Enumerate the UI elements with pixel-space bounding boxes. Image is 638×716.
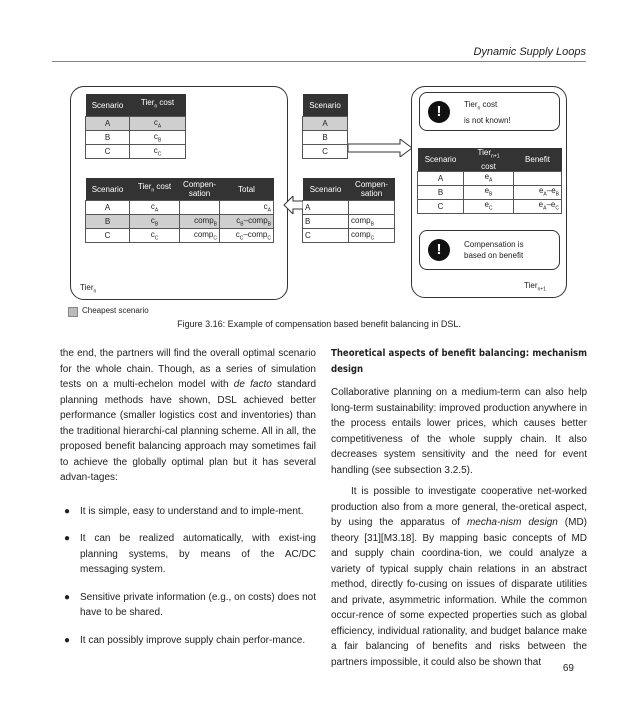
- page-number: 69: [562, 663, 574, 674]
- compensation-note: ! Compensation is based on benefit: [419, 230, 560, 270]
- tier-n-plus-1-benefit-table: Scenario Tier$_{n+1}$ cost Benefit A $e_A$ B $e_B$ $e_A-e_B$ C $e_C$ $e_A-e_C$: [417, 148, 562, 214]
- table-row: C comp$_C$: [303, 229, 395, 243]
- table-row: C $e_C$ $e_A-e_C$: [418, 199, 562, 213]
- list-item: ● It can possibly improve supply chain perfor-mance.: [64, 634, 306, 646]
- arrow-right-icon: [348, 139, 414, 157]
- table-row: B $e_B$ $e_A-e_B$: [418, 185, 562, 199]
- table-row: B $c_B$ comp$_B$ $c_B-comp_B$: [86, 215, 274, 229]
- running-header: Dynamic Supply Loops: [473, 46, 586, 58]
- table-row: C $c_C$: [86, 145, 186, 159]
- list-item: ● It can be realized automatically, with exist-ing planning systems, by means of the AC/DC messaging system.: [64, 533, 316, 575]
- paragraph: Collaborative planning on a medium-term can also help long-term sustainability: improved production anywhere in the process entails lower prices, which causes better competitiveness of the whole supply chain. It also decreases system sensitivity and the need for event handling (see subsection 3.2.5).: [331, 387, 588, 476]
- col-scenario: Scenario: [86, 94, 130, 117]
- compensation-table: Scenario Compen- sation A B comp$_B$ C comp$_C$: [302, 178, 395, 243]
- legend-label: Cheapest scenario: [82, 306, 149, 315]
- left-column: [60, 346, 316, 660]
- header-rule: [52, 61, 586, 62]
- scenario-list-table: Scenario A B C: [302, 94, 348, 159]
- exclamation-icon: !: [428, 101, 450, 123]
- tier-n-plus-1-label: Tier$_{n+1}$: [524, 281, 546, 293]
- section-heading: Theoretical aspects of benefit balancing: mechanism design: [331, 348, 587, 375]
- legend-swatch: [68, 307, 78, 317]
- advantages-list: [60, 504, 316, 649]
- table-row: A $e_A$: [418, 171, 562, 185]
- list-item: ● It is simple, easy to understand and to imple-ment.: [64, 505, 304, 517]
- col-tier-cost: Tier$_n$ cost: [130, 94, 186, 117]
- table-row: B $c_B$: [86, 131, 186, 145]
- cost-unknown-note: ! Tier$_n$ cost is not known!: [419, 92, 560, 131]
- list-item: ● Sensitive private information (e.g., on costs) does not have to be shared.: [64, 591, 317, 618]
- exclamation-icon: !: [428, 239, 450, 261]
- table-row: C: [303, 145, 348, 159]
- paragraph: the end, the partners will find the overall optimal scenario for the whole chain. Though, as a series of simulation tests on a multi-echelon model with de facto standard planning methods have shown, DSL achieved better performance (smaller logistics cost and inventories) than the traditional hierarchi-cal planning scheme. All in all, the proposed benefit balancing approach may sometimes fail to achieve the globally optimal plan but it has several advan-tages:: [60, 348, 317, 483]
- tier-n-label: Tier$_n$: [80, 283, 97, 295]
- table-row: B comp$_B$: [303, 215, 395, 229]
- tier-n-total-table: Scenario Tier$_n$ cost Compen- sation Total A $c_A$ $c_A$ B $c_B$ comp$_B$ $c_B-comp_B$ C $c_C$ comp$_C$ $c_C-comp_C$: [85, 178, 274, 243]
- tier-n-cost-table: [85, 94, 186, 159]
- table-row: A: [303, 117, 348, 131]
- right-column: [331, 346, 587, 670]
- table-row: B: [303, 131, 348, 145]
- table-row: A $c_A$ $c_A$: [86, 201, 274, 215]
- arrow-left-icon: [283, 196, 303, 214]
- figure-caption: Figure 3.16: Example of compensation based benefit balancing in DSL.: [177, 319, 461, 329]
- paragraph: It is possible to investigate cooperative net-worked production also from a more general, the-oretical aspect, by using the apparatus of mecha-nism design (MD) theory [31][M3.18]. By mapping basic concepts of MD and supply chain coordina-tion, we could analyze a variety of typical supply chain relations in an abstract method, directly fo-cusing on issues of disparate utilities and private, asymmetric information. While the common occur-rence of some expected properties such as global efficiency, individual rationality, and budget balance make a fair balancing of benefits and risks between the partners impossible, it could also be shown that: [331, 486, 588, 668]
- table-row: A: [303, 201, 395, 215]
- table-row: C $c_C$ comp$_C$ $c_C-comp_C$: [86, 229, 274, 243]
- table-row: A $c_A$: [86, 117, 186, 131]
